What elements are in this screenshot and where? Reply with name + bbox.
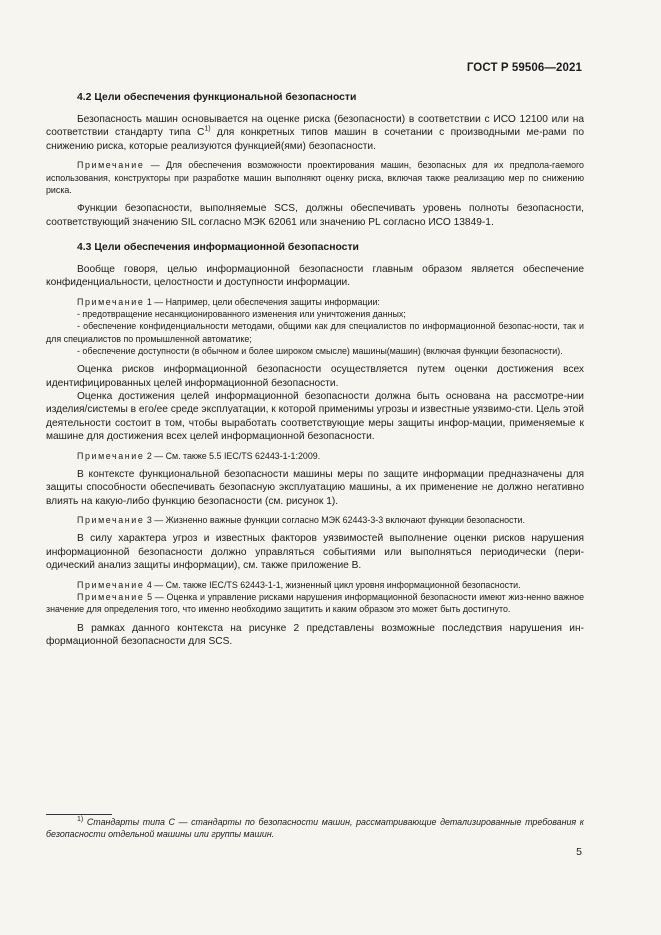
section-4-3-heading: 4.3 Цели обеспечения информационной безопасности: [77, 241, 359, 253]
note-label: Примечание: [77, 160, 145, 171]
note-label: Примечание: [77, 515, 145, 526]
note-label: Примечание: [77, 579, 145, 590]
footnote-ref: 1): [204, 126, 211, 134]
section-4-3-paragraph-5: В силу характера угроз и известных факторов уязвимостей выполнение оценки рисков нарушения информационной безопасности должно управляться событиями или выполняться периодически (пери-одический анализ защиты информации), см. также приложение В.: [46, 533, 584, 572]
note-label: Примечание: [77, 296, 145, 307]
footnote-separator: [46, 814, 112, 815]
section-4-2-heading: 4.2 Цели обеспечения функциональной безопасности: [77, 92, 357, 103]
footnote: $^{1)}$ Стандарты типа С — стандарты по безопасности машин, рассматривающие детализированные требования к безопасности отдельной машины или группы машин.: [46, 816, 584, 840]
section-4-2-paragraph-1: Безопасность машин основывается на оценке риска (безопасности) в соответствии с ИСО 12100 или на соответствии стандарту типа $С^{1)}$ для конкретных типов машин в сочетании с производными ме-рами по снижению риска, которые реализуются функцией(ями) безопасности.: [46, 114, 584, 152]
section-4-3-paragraph-2: Оценка рисков информационной безопасности осуществляется путем оценки достижения всех идентифицированных целей информационной безопасности.: [46, 364, 584, 389]
page-number: 5: [576, 846, 582, 858]
note-4: Примечание 4 — См. также IEC/TS 62443-1-1, жизненный цикл уровня информационной безопасности.: [77, 579, 521, 590]
note-2: Примечание 2 — См. также 5.5 IEC/TS 62443-1-1:2009.: [77, 450, 321, 461]
note-label: Примечание: [77, 591, 145, 602]
section-4-2-paragraph-2: Функции безопасности, выполняемые SCS, должны обеспечивать уровень полноты безопасности, соответствующий значению SIL согласно МЭК 62061 или значению PL согласно ИСО 13849-1.: [46, 203, 584, 228]
section-4-3-paragraph-3: Оценка достижения целей информационной безопасности должна быть основана на рассмотре-нии изделия/системы в его/ее среде эксплуатации, к которой применимы угрозы и известные уязвимо-сти. Цель этой деятельности состоит в том, чтобы выработать соответствующие меры защиты инфор-мации, применяемые к машине для достижения всех целей информационной безопасности.: [46, 391, 584, 443]
section-4-3-paragraph-4: В контексте функциональной безопасности машины меры по защите информации предназначены для защиты способности обеспечивать безопасную эксплуатацию машины, а их применение не должно негативно влиять на какую-либо функцию безопасности (см. рисунок 1).: [46, 468, 584, 507]
footnote-mark: 1): [77, 816, 84, 824]
note-3: Примечание 3 — Жизненно важные функции согласно МЭК 62443-3-3 включают функции безопасности.: [77, 515, 525, 526]
section-4-2-note: Примечание — Для обеспечения возможности проектирования машин, безопасных для их предпола-гаемого использования, конструкторы при разработке машин выполняют оценку риска, включая также реализацию мер по снижению риска.: [46, 160, 584, 195]
note-label: Примечание: [77, 450, 145, 461]
note-1-item: - предотвращение несанкционированного изменения или уничтожения данных;: [77, 309, 406, 320]
note-5: Примечание 5 — Оценка и управление рисками нарушения информационной безопасности имеют жиз-ненно важное значение для определения того, что именно необходимо защитить и каким образом это может быть достигнуто.: [46, 591, 585, 615]
section-4-3-paragraph-6: В рамках данного контекста на рисунке 2 представлены возможные последствия нарушения ин-формационной безопасности для SCS.: [46, 622, 584, 647]
document-body: [46, 91, 584, 654]
note-1-item: - обеспечение конфиденциальности методами, общими как для специалистов по информационной безопас-ности, так и для специалистов по промышленной автоматике;: [46, 321, 584, 344]
standard-designation: ГОСТ Р 59506—2021: [466, 62, 582, 74]
note-1: Примечание 1 — Например, цели обеспечения защиты информации:: [77, 296, 380, 307]
section-4-3-paragraph-1: Вообще говоря, целью информационной безопасности главным образом является обеспечение конфиденциальности, целостности и доступности информации.: [46, 263, 584, 289]
note-1-item: - обеспечение доступности (в обычном и более широком смысле) машины(машин) (включая функции безопасности).: [77, 345, 563, 356]
